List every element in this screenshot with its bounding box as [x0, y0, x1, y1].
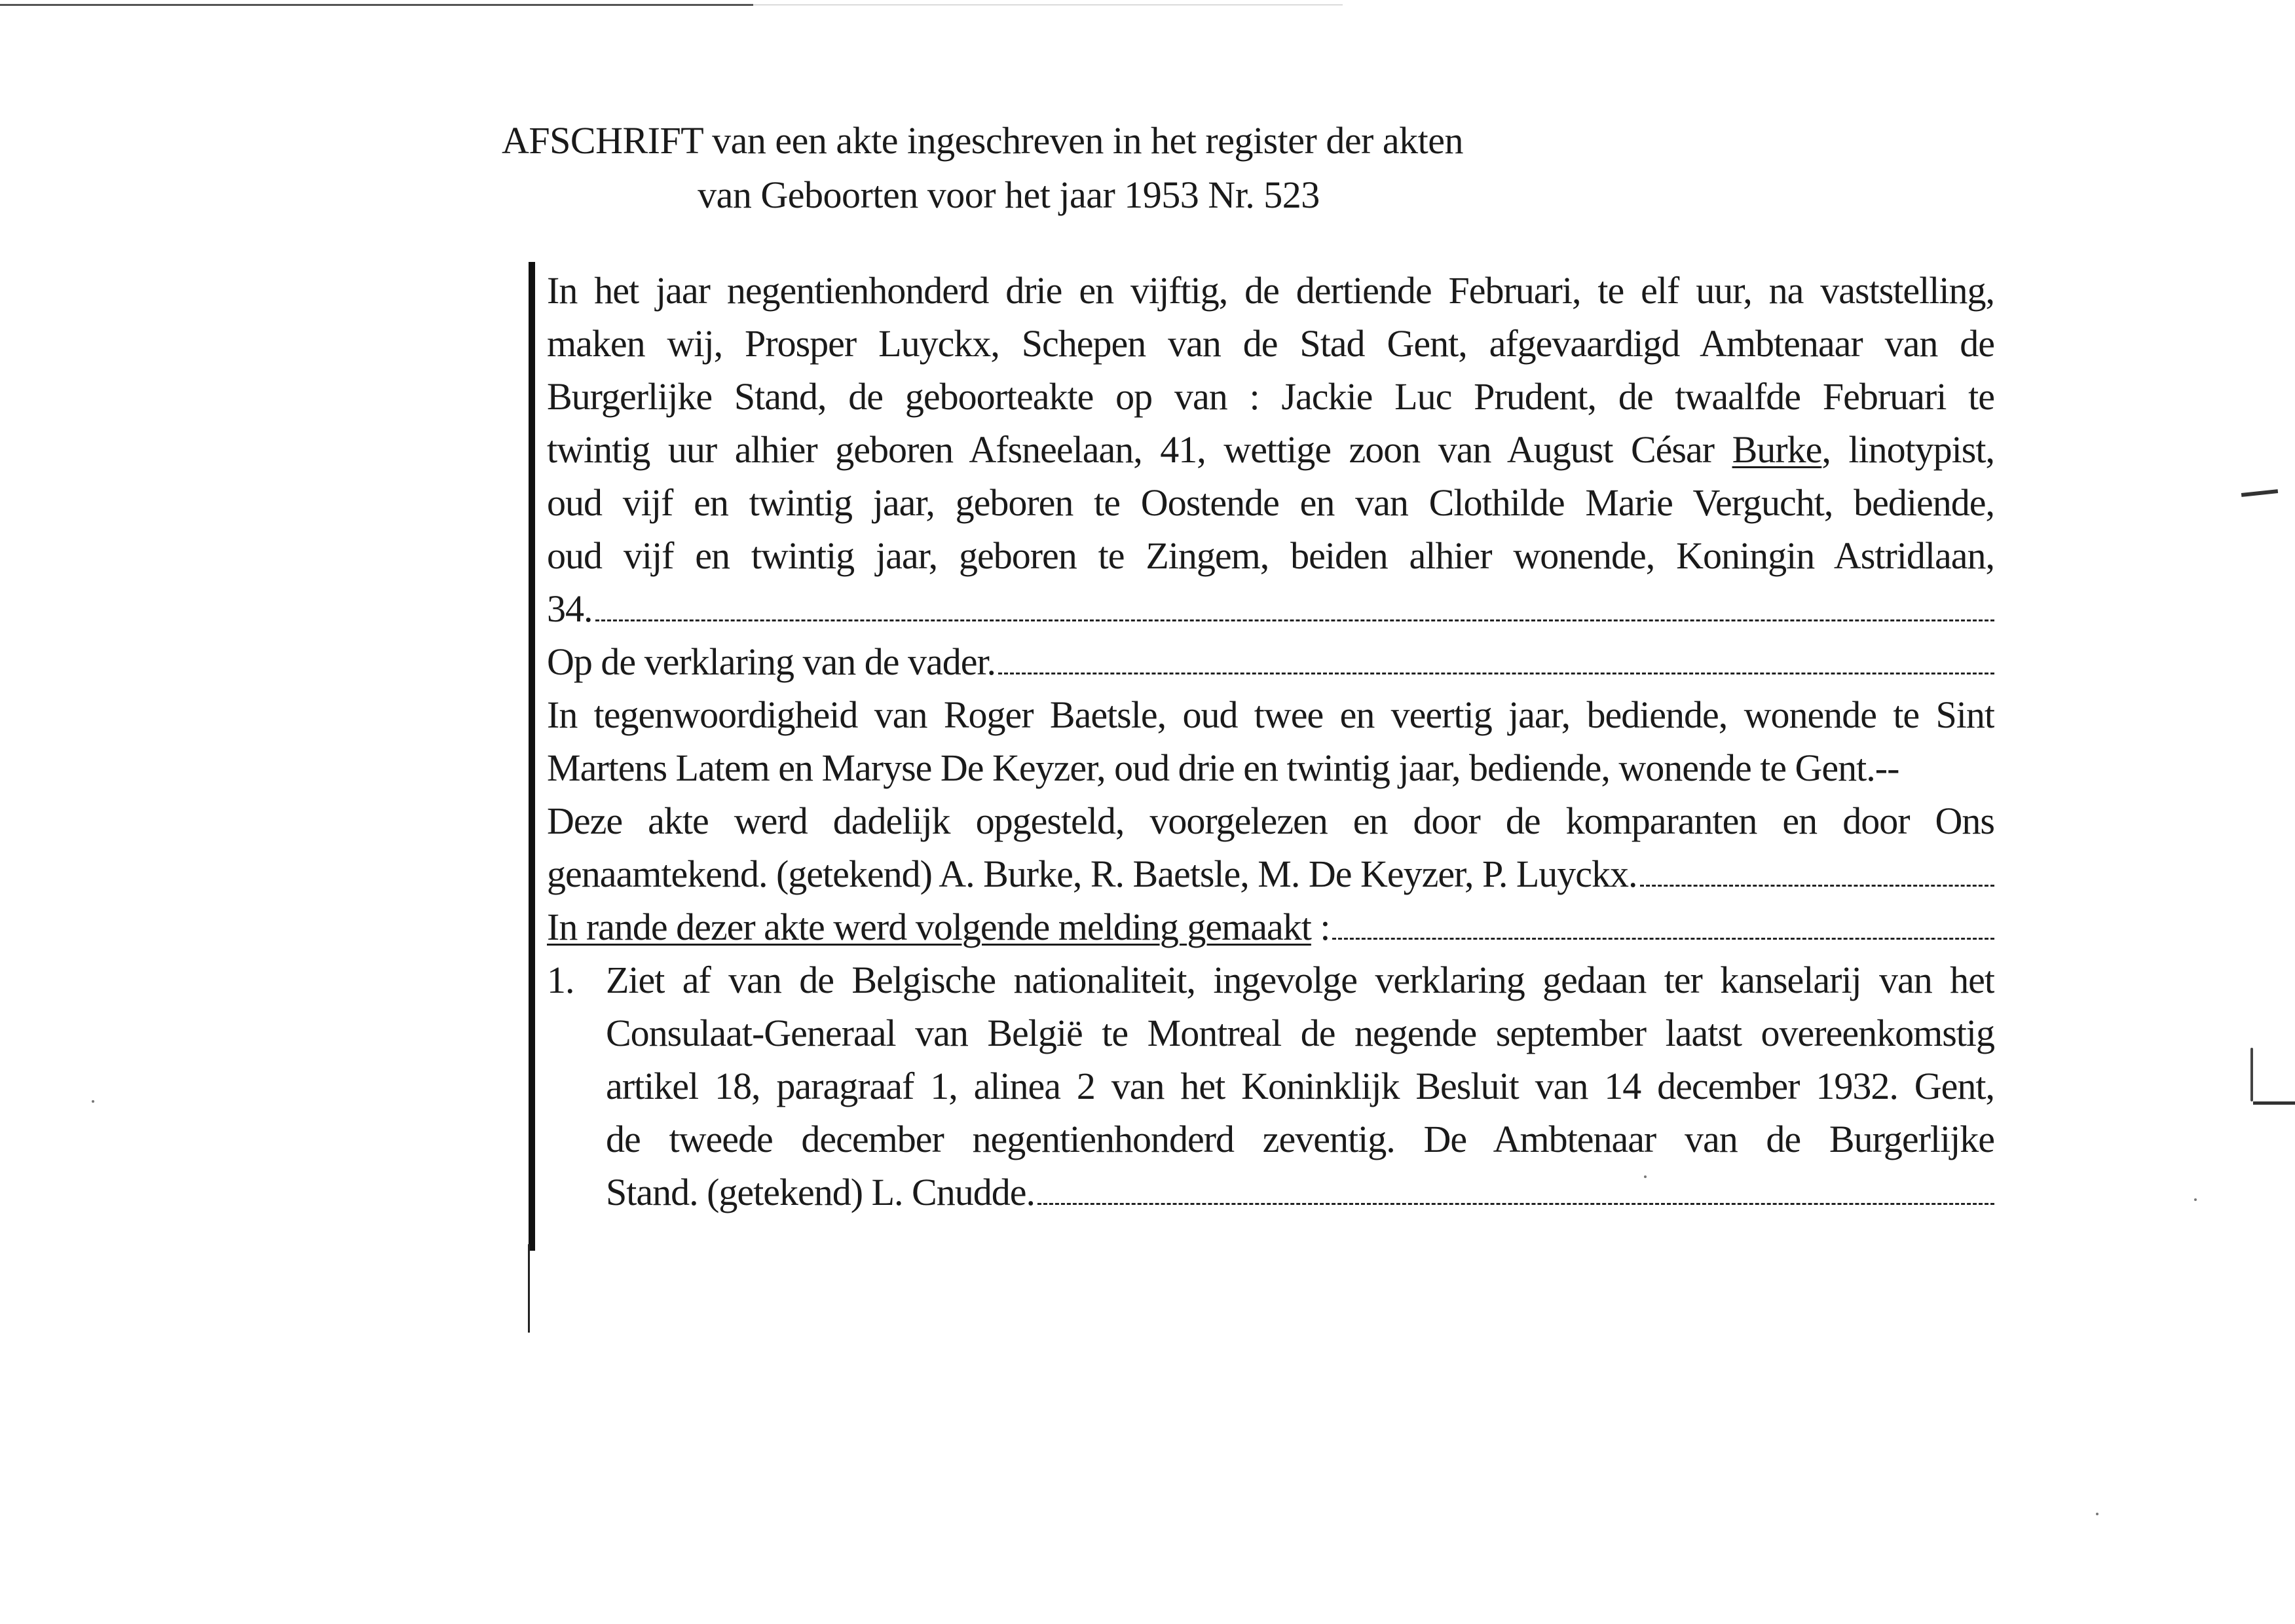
filler-dashes	[1640, 885, 1994, 887]
margin-note-heading	[547, 900, 1994, 953]
left-margin-bar-tail	[528, 1244, 530, 1333]
margin-note-line: Consulaat-Generaal van België te Montreal de negende september laatst overeenkomstig	[606, 1012, 1994, 1054]
left-margin-bar	[529, 262, 535, 1251]
scan-speck	[92, 1100, 94, 1103]
scan-mark	[2250, 1048, 2253, 1101]
scan-edge-line	[0, 4, 753, 6]
deed-line: Burgerlijke Stand, de geboorteakte op van : Jackie Luc Prudent, de twaalfde Februari te	[547, 375, 1994, 418]
document-title-line-2: van Geboorten voor het jaar 1953 Nr. 523	[698, 174, 1320, 216]
margin-note-line: artikel 18, paragraaf 1, alinea 2 van het Koninklijk Besluit van 14 december 1932. Gent,	[606, 1065, 1994, 1107]
witness-line: In tegenwoordigheid van Roger Baetsle, oud twee en veertig jaar, bediende, wonende te Sint	[547, 693, 1994, 736]
surname-underlined: Burke	[1732, 428, 1822, 471]
margin-note-line: de tweede december negentienhonderd zeventig. De Ambtenaar van de Burgerlijke	[606, 1118, 1994, 1160]
filler-dashes	[1037, 1203, 1994, 1205]
margin-note-title: In rande dezer akte werd volgende melding gemaakt	[547, 906, 1311, 948]
deed-line: oud vijf en twintig jaar, geboren te Zingem, beiden alhier wonende, Koningin Astridlaan,	[547, 534, 1994, 577]
deed-line: maken wij, Prosper Luyckx, Schepen van de Stad Gent, afgevaardigd Ambtenaar van de	[547, 322, 1994, 365]
deed-text: genaamtekend. (getekend) A. Burke, R. Baetsle, M. De Keyzer, P. Luyckx.	[547, 853, 1637, 895]
deed-text: 34.	[547, 587, 593, 630]
scan-speck	[2096, 1513, 2099, 1515]
deed-text: Ziet af van de Belgische nationaliteit, ingevolge verklaring gedaan ter kanselarij van het	[606, 959, 1994, 1001]
deed-line: oud vijf en twintig jaar, geboren te Oostende en van Clothilde Marie Vergucht, bediende,	[547, 481, 1994, 524]
declaration-line	[547, 635, 1994, 688]
margin-note-item	[547, 953, 1994, 1006]
margin-note-line-filled	[547, 1166, 1994, 1219]
deed-text: Op de verklaring van de vader.	[547, 640, 996, 683]
scan-mark	[2253, 1101, 2295, 1105]
filler-dashes	[1332, 938, 1994, 940]
deed-text: Stand. (getekend) L. Cnudde.	[606, 1171, 1035, 1213]
deed-body	[547, 264, 1994, 1219]
filler-dashes	[998, 673, 1994, 674]
deed-line-filled	[547, 582, 1994, 635]
scan-mark	[2241, 489, 2278, 497]
deed-text: :	[1311, 906, 1330, 948]
deed-text: , linotypist,	[1821, 428, 1994, 471]
filler-dashes	[595, 619, 1995, 621]
scan-speck	[2194, 1198, 2197, 1201]
scan-speck	[1644, 1175, 1647, 1178]
deed-line-father	[547, 423, 1994, 476]
witness-line: Martens Latem en Maryse De Keyzer, oud drie en twintig jaar, bediende, wonende te Gent.--	[547, 747, 1899, 789]
deed-text: twintig uur alhier geboren Afsneelaan, 41, wettige zoon van August César	[547, 428, 1732, 471]
document-title-line-1: AFSCHRIFT van een akte ingeschreven in het register der akten	[502, 119, 1463, 162]
signature-line-filled	[547, 847, 1994, 900]
signature-line: Deze akte werd dadelijk opgesteld, voorgelezen en door de komparanten en door Ons	[547, 800, 1994, 842]
deed-line: In het jaar negentienhonderd drie en vijftig, de dertiende Februari, te elf uur, na vaststelling,	[547, 269, 1994, 312]
item-number: 1.	[547, 959, 574, 1001]
